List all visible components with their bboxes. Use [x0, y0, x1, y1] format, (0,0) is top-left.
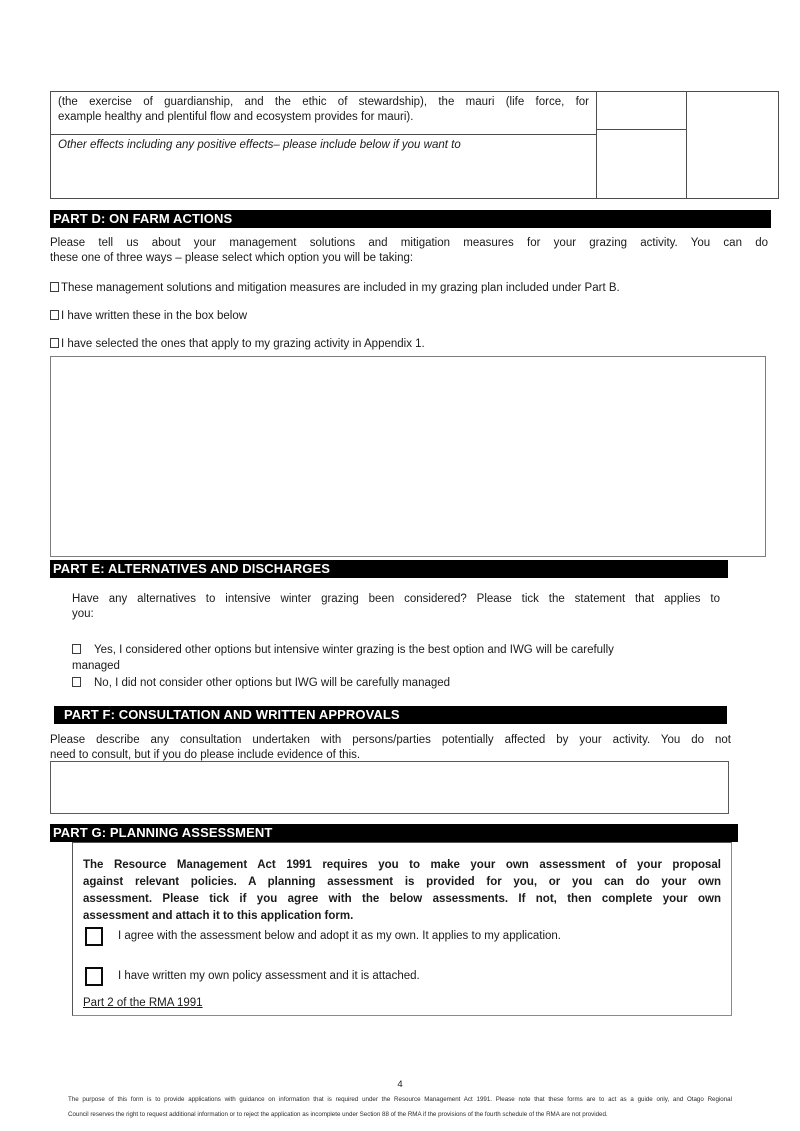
effects-row1-line2: example healthy and plentiful flow and ecosystem provides for mauri).	[58, 110, 414, 123]
footer-disclaimer	[68, 1092, 732, 1122]
part-g-option-2-label: I have written my own policy assessment and it is attached.	[118, 970, 420, 982]
table-row-divider-middle	[596, 129, 686, 130]
checkbox-icon[interactable]	[72, 677, 81, 687]
part-g-notice-line1: The Resource Management Act 1991 requires you to make your own assessment of your proposal	[83, 859, 721, 871]
checkbox-icon[interactable]	[85, 967, 103, 986]
part-g-notice-line2: against relevant policies. A planning assessment is provided for you, or you can do your own	[83, 876, 721, 888]
part-e-header: PART E: ALTERNATIVES AND DISCHARGES	[50, 560, 728, 578]
part-e-option-2-line1: No, I did not consider other options but IWG will be carefully managed	[94, 677, 451, 689]
part-g-notice	[83, 857, 721, 925]
part-g-assessment-box	[72, 842, 732, 1016]
part-g-notice-line4: assessment and attach it to this application form.	[83, 910, 354, 922]
part-d-option-3-label: I have selected the ones that apply to my grazing activity in Appendix 1.	[61, 338, 425, 350]
checkbox-icon[interactable]	[50, 338, 59, 348]
part-g-option-2	[85, 967, 420, 986]
part-g-option-1-label: I agree with the assessment below and adopt it as my own. It applies to my application.	[118, 930, 561, 942]
part-d-option-2-label: I have written these in the box below	[61, 310, 248, 322]
page-number: 4	[397, 1079, 403, 1090]
effects-row1-line1: (the exercise of guardianship, and the ethic of stewardship), the mauri (life force, for	[58, 96, 589, 108]
part-g-option-1	[85, 927, 561, 946]
part-g-notice-line3: assessment. Please tick if you agree with the below assessments. If not, then complete your own	[83, 893, 721, 905]
part-e-option-1-line1: Yes, I considered other options but intensive winter grazing is the best option and IWG will be carefully	[94, 644, 614, 656]
part-e-option-2	[72, 676, 722, 691]
footer-line2: Council reserves the right to request additional information or to reject the application as incomplete under Section 88 of the RMA if the provisions of the fourth schedule of the RMA are not provided.	[68, 1111, 608, 1118]
part-f-intro-line2: need to consult, but if you do please include evidence of this.	[50, 749, 361, 761]
part-f-intro	[50, 733, 731, 763]
footer-line1: The purpose of this form is to provide applications with guidance on information that is required under the Resource Management Act 1991. Please note that these forms are to act as a guide only, and Otago Regional	[68, 1096, 732, 1103]
part-d-option-1	[50, 281, 770, 296]
effects-table-tick-cell-1[interactable]	[597, 92, 686, 129]
part-d-intro-line2: these one of three ways – please select which option you will be taking:	[50, 252, 414, 264]
effects-table-row1-cell	[58, 95, 589, 124]
effects-table-row2-cell: Other effects including any positive effects– please include below if you want to	[58, 139, 461, 151]
part-d-option-3	[50, 337, 770, 352]
part-e-intro	[72, 592, 720, 622]
part-d-header: PART D: ON FARM ACTIONS	[50, 210, 771, 228]
part-d-intro	[50, 236, 768, 266]
part-g-subheading: Part 2 of the RMA 1991	[83, 997, 203, 1009]
part-e-intro-line2: you:	[72, 608, 94, 620]
part-f-intro-line1: Please describe any consultation undertaken with persons/parties potentially affected by your activity. You do not	[50, 734, 731, 746]
part-d-intro-line1: Please tell us about your management solutions and mitigation measures for your grazing activity. You can do	[50, 237, 768, 249]
checkbox-icon[interactable]	[72, 644, 81, 654]
part-d-answer-box[interactable]	[50, 356, 766, 557]
part-g-header: PART G: PLANNING ASSESSMENT	[50, 824, 738, 842]
part-e-option-1-wrap: managed	[72, 660, 120, 672]
part-f-answer-box[interactable]	[50, 761, 729, 814]
part-d-option-2	[50, 309, 770, 324]
part-f-header: PART F: CONSULTATION AND WRITTEN APPROVALS	[54, 706, 727, 724]
part-d-option-1-label: These management solutions and mitigation measures are included in my grazing plan included under Part B.	[61, 282, 620, 294]
part-e-intro-line1: Have any alternatives to intensive winter grazing been considered? Please tick the statement that applies to	[72, 593, 720, 605]
table-row-divider-left	[51, 134, 596, 135]
effects-table	[50, 91, 779, 199]
effects-table-tick-cell-2[interactable]	[687, 92, 777, 197]
checkbox-icon[interactable]	[50, 310, 59, 320]
checkbox-icon[interactable]	[85, 927, 103, 946]
checkbox-icon[interactable]	[50, 282, 59, 292]
part-e-option-1	[72, 643, 722, 658]
